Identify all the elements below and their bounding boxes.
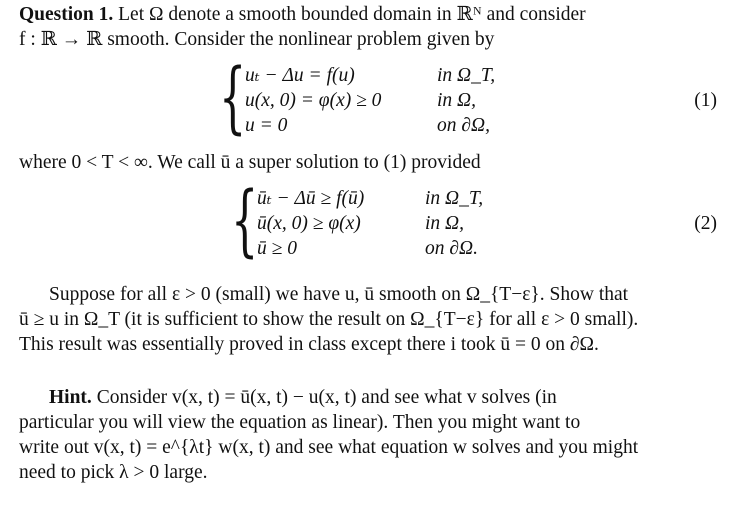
equation-number-2: (2) <box>694 213 717 234</box>
equation-number-1: (1) <box>694 90 717 111</box>
intro-line-2: f : ℝ → ℝ smooth. Consider the nonlinear problem given by <box>19 29 495 50</box>
system-2-row: ū(x, 0) ≥ φ(x) in Ω, <box>257 213 465 234</box>
intro-line-1: Let Ω denote a smooth bounded domain in ℝᴺ and consider <box>118 4 586 25</box>
system-1-row: u = 0 on ∂Ω, <box>245 115 490 136</box>
system-2-row: ū ≥ 0 on ∂Ω. <box>257 238 478 259</box>
hint-paragraph: Hint. Consider v(x, t) = ū(x, t) − u(x, t) and see what v solves (in particular you will view the equation as linear). Then you might want to write out v(x, t) = e^{λt} w(x, t) and see what equation w solves and you might need to pick λ > 0 large. <box>19 387 639 483</box>
system-1-row: u(x, 0) = φ(x) ≥ 0 in Ω, <box>245 90 477 111</box>
left-brace-1: { <box>219 53 247 143</box>
document-page <box>19 2 717 485</box>
system-2-row: ūₜ − Δū ≥ f(ū) in Ω_T, <box>257 188 484 209</box>
equation-system-1 <box>19 53 717 143</box>
question-heading: Question 1. <box>19 4 114 25</box>
equation-system-2 <box>19 176 717 266</box>
hint-label: Hint. <box>49 387 92 408</box>
system-2-rows <box>257 186 527 261</box>
left-brace-2: { <box>231 176 259 266</box>
suppose-paragraph: Suppose for all ε > 0 (small) we have u, ū smooth on Ω_{T−ε}. Show that ū ≥ u in Ω_T (it is sufficient to show the result on Ω_{T−ε} for all ε > 0 small). This result was essentially proved in class except there i took ū = 0 on ∂Ω. <box>19 284 639 355</box>
system-1-rows <box>245 63 525 138</box>
between-text: where 0 < T < ∞. We call ū a super solution to (1) provided <box>19 152 481 173</box>
system-1-row: uₜ − Δu = f(u) in Ω_T, <box>245 65 496 86</box>
question-intro <box>19 2 717 52</box>
